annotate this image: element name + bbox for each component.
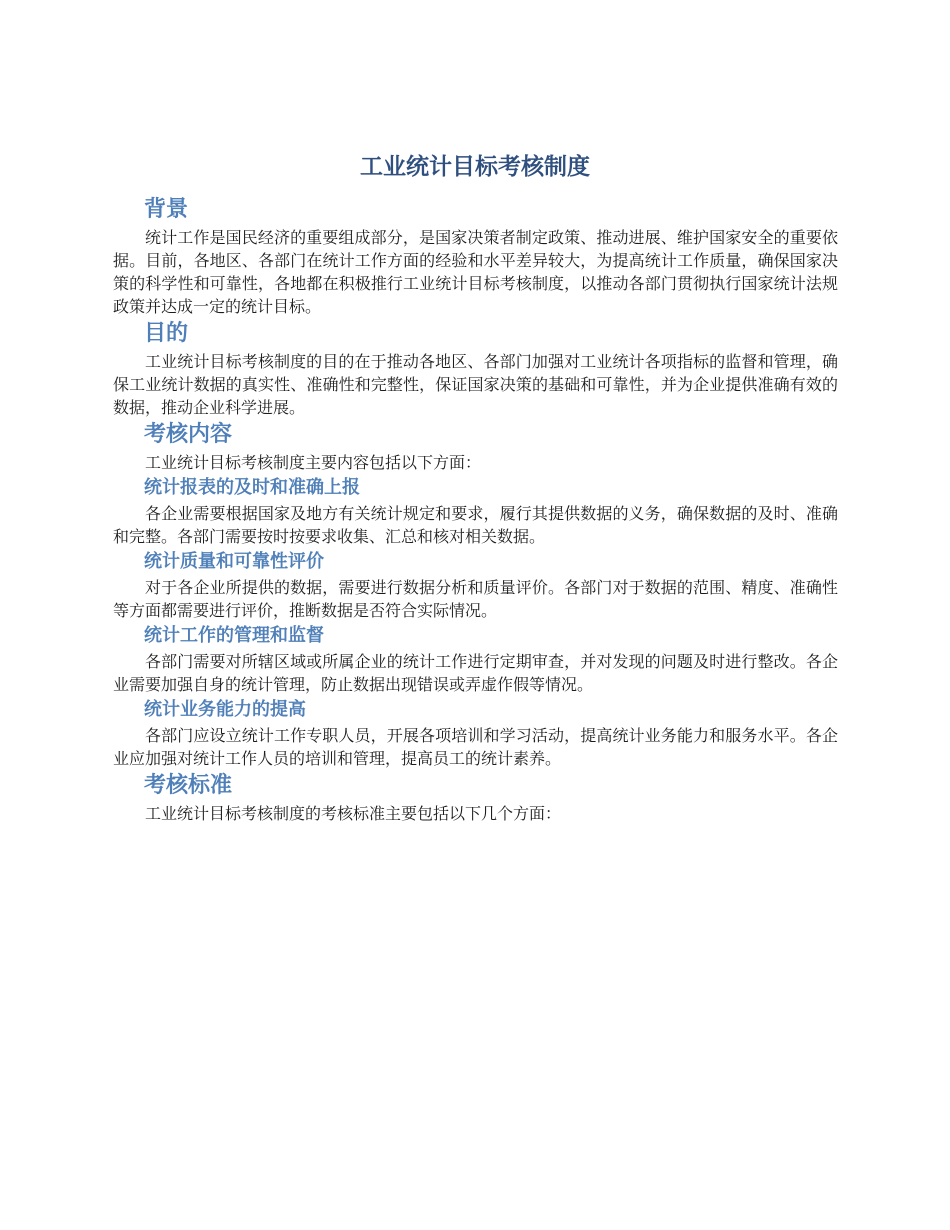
section-heading-background: 背景 [144,197,189,222]
paragraph-purpose: 工业统计目标考核制度的目的在于推动各地区、各部门加强对工业统计各项指标的监督和管理，确保工业统计数据的真实性、准确性和完整性，保证国家决策的基础和可靠性，并为企业提供准确有效的数据，推动企业科学进展。 [113,352,838,417]
section-heading-content: 考核内容 [144,422,233,447]
paragraph-standards-intro: 工业统计目标考核制度的考核标准主要包括以下几个方面： [145,804,562,823]
section-heading-standards: 考核标准 [144,773,233,798]
section-content [113,419,838,770]
document-title: 工业统计目标考核制度 [360,154,590,180]
subsection-heading-quality: 统计质量和可靠性评价 [144,551,324,572]
subsection-heading-capability: 统计业务能力的提高 [144,699,306,720]
section-heading-purpose: 目的 [144,321,189,346]
section-background [113,194,838,318]
paragraph-quality: 对于各企业所提供的数据，需要进行数据分析和质量评价。各部门对于数据的范围、精度、准确性等方面都需要进行评价，推断数据是否符合实际情况。 [113,578,838,620]
paragraph-reporting: 各企业需要根据国家及地方有关统计规定和要求，履行其提供数据的义务，确保数据的及时、准确和完整。各部门需要按时按要求收集、汇总和核对相关数据。 [113,504,838,546]
paragraph-capability: 各部门应设立统计工作专职人员，开展各项培训和学习活动，提高统计业务能力和服务水平。各企业应加强对统计工作人员的培训和管理，提高员工的统计素养。 [113,726,838,768]
paragraph-management: 各部门需要对所辖区域或所属企业的统计工作进行定期审查，并对发现的问题及时进行整改。各企业需要加强自身的统计管理，防止数据出现错误或弄虚作假等情况。 [113,652,838,694]
document-body [113,194,838,825]
subsection-heading-reporting: 统计报表的及时和准确上报 [144,477,360,498]
section-purpose [113,318,838,419]
paragraph-content-intro: 工业统计目标考核制度主要内容包括以下方面： [145,453,482,472]
section-standards [113,770,838,825]
paragraph-background: 统计工作是国民经济的重要组成部分，是国家决策者制定政策、推动进展、维护国家安全的重要依据。目前，各地区、各部门在统计工作方面的经验和水平差异较大，为提高统计工作质量，确保国家决策的科学性和可靠性，各地都在积极推行工业统计目标考核制度，以推动各部门贯彻执行国家统计法规政策并达成一定的统计目标。 [113,228,838,316]
subsection-heading-management: 统计工作的管理和监督 [144,625,324,646]
